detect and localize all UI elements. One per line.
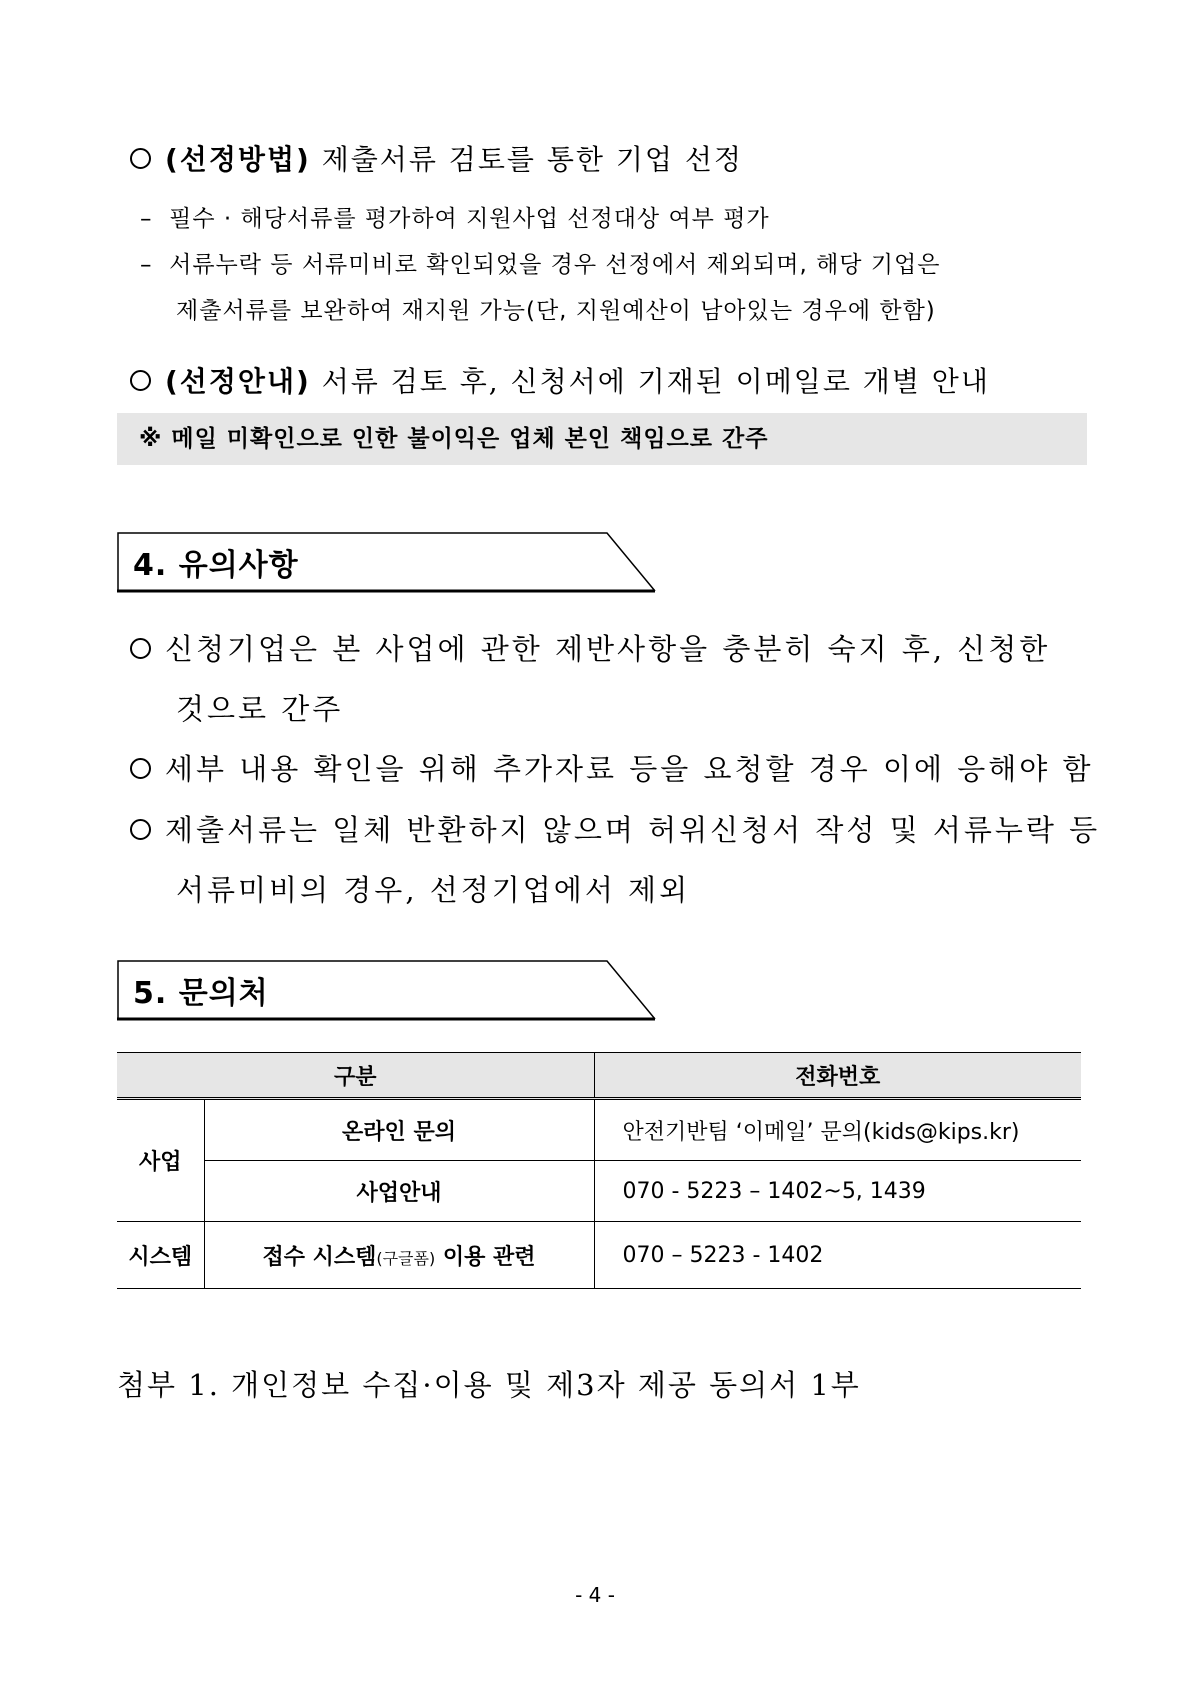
row-online-inquiry-value: 안전기반팀 ‘이메일’ 문의(kids@kips.kr)	[594, 1099, 1081, 1161]
group-business: 사업	[117, 1099, 204, 1222]
section-5-title: 5. 문의처	[133, 976, 269, 1011]
selection-method-item-2: – 서류누락 등 서류미비로 확인되었을 경우 선정에서 제외되며, 해당 기업은	[140, 252, 941, 278]
selection-method-label: (선정방법)	[165, 143, 311, 176]
notice-item-3: 제출서류는 일체 반환하지 않으며 허위신청서 작성 및 서류누락 등	[130, 808, 1100, 849]
selection-method-text: 제출서류 검토를 통한 기업 선정	[321, 143, 743, 176]
circle-bullet-icon	[130, 370, 151, 391]
table-header-row	[117, 1053, 1081, 1099]
selection-notice-label: (선정안내)	[165, 365, 311, 398]
circle-bullet-icon	[130, 819, 151, 840]
selection-method-item-2-cont: 제출서류를 보완하여 재지원 가능(단, 지원예산이 남아있는 경우에 한함)	[176, 298, 936, 324]
notice-item-1-cont: 것으로 간주	[176, 692, 344, 726]
table-row	[117, 1161, 1081, 1222]
section-5-header	[117, 960, 655, 1020]
header-category: 구분	[117, 1053, 594, 1099]
row-system-value: 070 – 5223 - 1402	[594, 1222, 1081, 1289]
circle-bullet-icon	[130, 638, 151, 659]
group-system: 시스템	[117, 1222, 204, 1289]
selection-notice-text: 서류 검토 후, 신청서에 기재된 이메일로 개별 안내	[321, 365, 990, 398]
table-row	[117, 1099, 1081, 1161]
row-online-inquiry-label: 온라인 문의	[204, 1099, 594, 1161]
row-business-guide-label: 사업안내	[204, 1161, 594, 1222]
circle-bullet-icon	[130, 758, 151, 779]
selection-method-line	[130, 138, 743, 178]
circle-bullet-icon	[130, 148, 151, 169]
table-row	[117, 1222, 1081, 1289]
row-business-guide-value: 070 - 5223 – 1402~5, 1439	[594, 1161, 1081, 1222]
row-system-label: 접수 시스템(구글폼) 이용 관련	[204, 1222, 594, 1289]
header-phone: 전화번호	[594, 1053, 1081, 1099]
selection-notice-line	[130, 360, 990, 400]
email-notice-box: ※ 메일 미확인으로 인한 불이익은 업체 본인 책임으로 간주	[117, 413, 1087, 465]
notice-item-1: 신청기업은 본 사업에 관한 제반사항을 충분히 숙지 후, 신청한	[130, 627, 1050, 668]
section-4-title: 4. 유의사항	[133, 548, 299, 583]
selection-method-item-1: – 필수 · 해당서류를 평가하여 지원사업 선정대상 여부 평가	[140, 206, 770, 232]
notice-item-3-cont: 서류미비의 경우, 선정기업에서 제외	[176, 873, 691, 907]
notice-item-2: 세부 내용 확인을 위해 추가자료 등을 요청할 경우 이에 응해야 함	[130, 747, 1094, 788]
attachment-line: 첨부 1. 개인정보 수집·이용 및 제3자 제공 동의서 1부	[117, 1368, 861, 1402]
contact-table	[117, 1052, 1081, 1289]
page-number: - 4 -	[575, 1583, 615, 1607]
section-4-header	[117, 532, 655, 592]
